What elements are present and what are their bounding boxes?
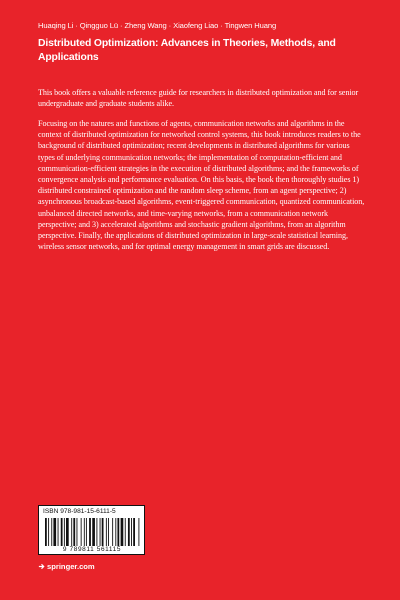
arrow-right-icon	[38, 563, 45, 570]
isbn-label: ISBN 978-981-15-6111-5	[43, 508, 116, 515]
description-paragraph	[38, 118, 368, 252]
barcode-digits: 9 789811 561115	[62, 546, 122, 553]
description-paragraph-text: Focusing on the natures and functions of agents, communication networks and algorithms in the context of distributed optimization for networked control systems, this book introduces readers to the background of distributed optimization; recent developments in distributed algorithms for various types of underlying communication networks; the implementation of computation-efficient and communication-efficient strategies in the execution of distributed algorithms; and the frameworks of convergence analysis and performance evaluation. On this basis, the book then thoroughly studies 1) distributed constrained optimization and the random sleep scheme, from an agent perspective; 2) asynchronous broadcast-based algorithms, event-triggered communication, quantized communication, unbalanced directed networks, and time-varying networks, from a communication network perspective; and 3) accelerated algorithms and stochastic gradient algorithms, from an algorithm perspective. Finally, the applications of distributed optimization in large-scale statistical learning, wireless sensor networks, and for optimal energy management in smart grids are discussed.	[38, 119, 365, 252]
intro-paragraph	[38, 87, 368, 109]
publisher-website: springer.com	[47, 562, 95, 571]
book-title: Distributed Optimization: Advances in Theories, Methods, and Applications	[38, 38, 336, 63]
publisher-website-link[interactable]	[38, 562, 95, 571]
barcode-icon	[45, 518, 141, 546]
barcode-box	[38, 505, 145, 555]
author-list: Huaqing Li · Qingguo Lü · Zheng Wang · Xiaofeng Liao · Tingwen Huang	[38, 21, 277, 30]
intro-paragraph-text: This book offers a valuable reference guide for researchers in distributed optimization and for senior undergraduate and graduate students alike.	[38, 88, 359, 109]
